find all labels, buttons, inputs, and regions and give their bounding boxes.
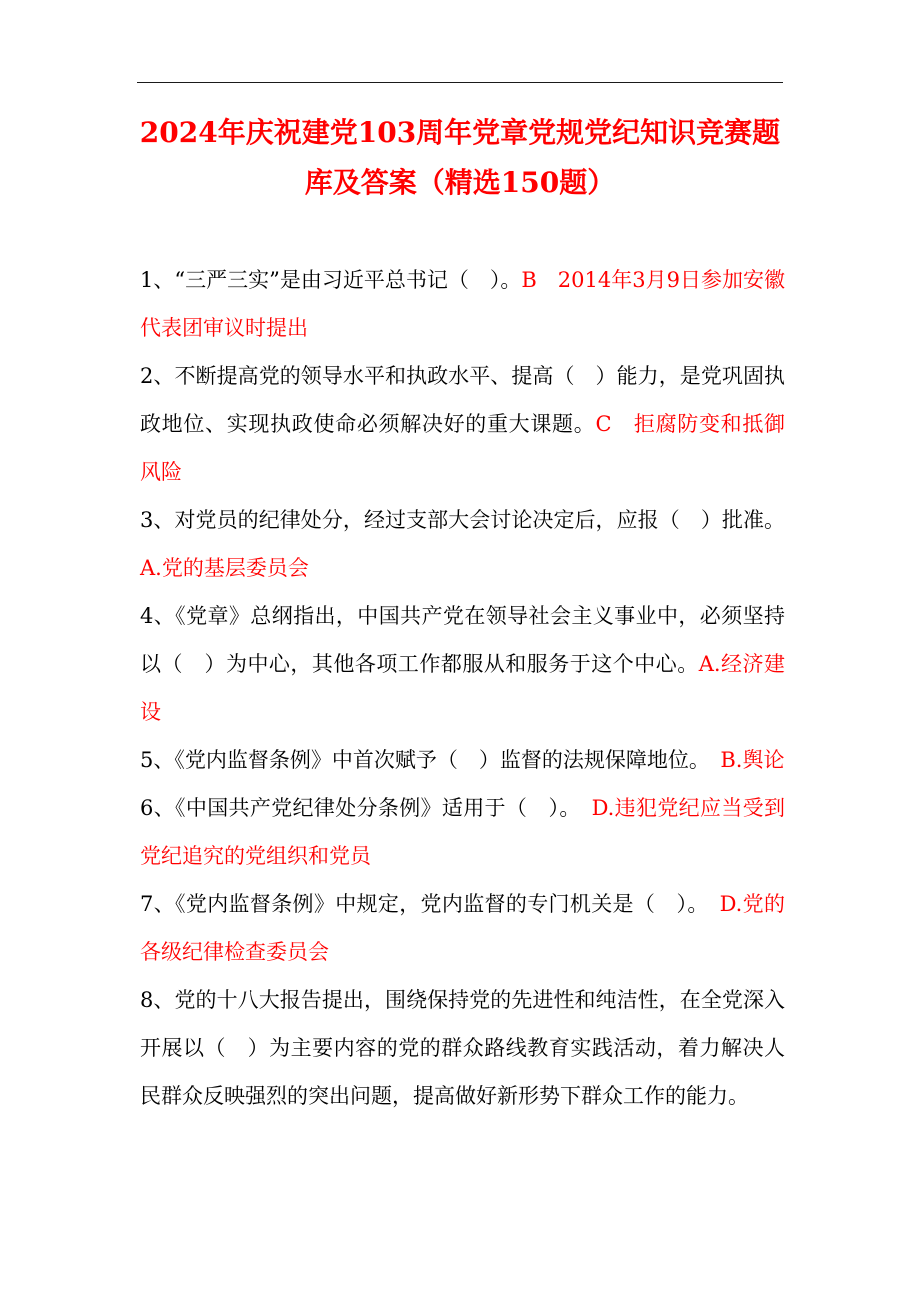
question-item: [140, 352, 785, 496]
question-text: 7、《党内监督条例》中规定，党内监督的专门机关是（ ）。: [140, 892, 699, 916]
question-text: 2、不断提高党的领导水平和执政水平、提高（ ）能力，是党巩固执政地位、实现执政使命必须解决好的重大课题。: [140, 364, 785, 436]
question-text: 3、对党员的纪律处分，经过支部大会讨论决定后，应报（ ）批准。: [140, 508, 785, 532]
document-title: 2024年庆祝建党103周年党章党规党纪知识竞赛题库及答案（精选150题）: [139, 116, 781, 199]
question-item: [140, 976, 785, 1120]
question-item: [140, 880, 785, 976]
question-item: [140, 256, 785, 352]
question-text: 6、《中国共产党纪律处分条例》适用于（ ）。: [140, 796, 571, 820]
header-rule: [137, 82, 783, 83]
question-text: 5、《党内监督条例》中首次赋予（ ）监督的法规保障地位。: [140, 748, 700, 772]
question-item: [140, 592, 785, 736]
answer-text: B 2014年3月9日参加安徽代表团审议时提出: [140, 268, 785, 340]
answer-text: C 拒腐防变和抵御风险: [140, 412, 786, 484]
question-list: [140, 256, 785, 1120]
question-item: [140, 784, 785, 880]
question-item: [140, 736, 785, 784]
answer-text: D.违犯党纪应当受到党纪追究的党组织和党员: [140, 796, 786, 868]
answer-text: A.党的基层委员会: [140, 556, 309, 580]
answer-text: B.舆论: [699, 748, 785, 772]
question-text: 1、“三严三实”是由习近平总书记（ ）。: [140, 268, 522, 292]
answer-text: D.党的各级纪律检查委员会: [140, 892, 786, 964]
question-item: [140, 496, 785, 592]
answer-text: A.经济建设: [140, 652, 786, 724]
question-text: 8、党的十八大报告提出，围绕保持党的先进性和纯洁性，在全党深入开展以（ ）为主要内容的党的群众路线教育实践活动，着力解决人民群众反映强烈的突出问题，提高做好新形势下群众工作的能力。: [140, 988, 785, 1108]
question-text: 4、《党章》总纲指出，中国共产党在领导社会主义事业中，必须坚持以（ ）为中心，其他各项工作都服从和服务于这个中心。: [140, 604, 785, 676]
